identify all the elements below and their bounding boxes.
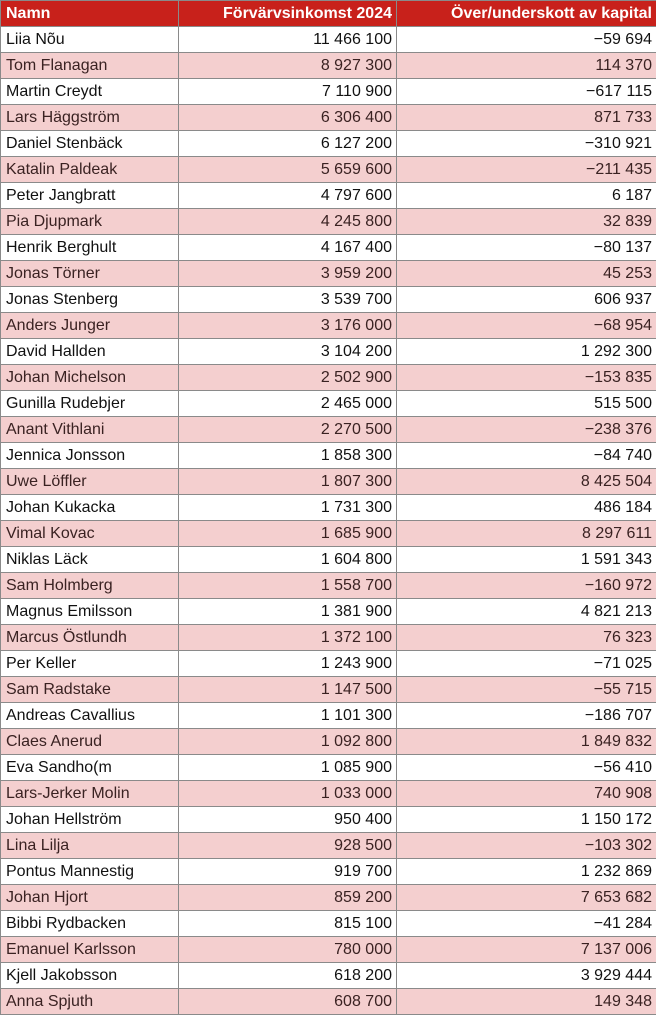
cell-name: Johan Hjort [1,885,179,911]
cell-name: Tom Flanagan [1,53,179,79]
cell-capital: 45 253 [397,261,656,287]
cell-income: 6 306 400 [179,105,397,131]
cell-name: Liia Nõu [1,27,179,53]
cell-income: 1 381 900 [179,599,397,625]
table-row [1,833,656,859]
table-row [1,365,656,391]
column-header-income: Förvärvsinkomst 2024 [179,1,397,27]
cell-capital: −80 137 [397,235,656,261]
cell-name: Vimal Kovac [1,521,179,547]
cell-name: Gunilla Rudebjer [1,391,179,417]
cell-capital: 32 839 [397,209,656,235]
cell-name: Anant Vithlani [1,417,179,443]
cell-name: Uwe Löffler [1,469,179,495]
cell-name: Martin Creydt [1,79,179,105]
table-row [1,443,656,469]
cell-name: Jonas Törner [1,261,179,287]
cell-capital: 871 733 [397,105,656,131]
table-row [1,417,656,443]
cell-capital: 1 150 172 [397,807,656,833]
cell-capital: 149 348 [397,989,656,1015]
table-row [1,937,656,963]
cell-capital: 1 232 869 [397,859,656,885]
cell-name: Eva Sandho(m [1,755,179,781]
cell-capital: 740 908 [397,781,656,807]
cell-capital: −238 376 [397,417,656,443]
table-row [1,521,656,547]
cell-income: 3 959 200 [179,261,397,287]
cell-income: 2 502 900 [179,365,397,391]
cell-capital: 1 292 300 [397,339,656,365]
cell-name: Magnus Emilsson [1,599,179,625]
cell-capital: 76 323 [397,625,656,651]
cell-name: Niklas Läck [1,547,179,573]
cell-name: Anna Spjuth [1,989,179,1015]
cell-income: 8 927 300 [179,53,397,79]
cell-capital: −71 025 [397,651,656,677]
cell-capital: 6 187 [397,183,656,209]
table-row [1,183,656,209]
cell-name: Sam Radstake [1,677,179,703]
cell-income: 1 372 100 [179,625,397,651]
cell-name: Claes Anerud [1,729,179,755]
cell-income: 4 245 800 [179,209,397,235]
cell-name: Andreas Cavallius [1,703,179,729]
table-row [1,651,656,677]
table-row [1,131,656,157]
cell-name: David Hallden [1,339,179,365]
cell-capital: −186 707 [397,703,656,729]
table-row [1,807,656,833]
cell-name: Per Keller [1,651,179,677]
cell-capital: 7 653 682 [397,885,656,911]
table-header [1,1,656,27]
cell-income: 618 200 [179,963,397,989]
cell-income: 1 101 300 [179,703,397,729]
table-row [1,729,656,755]
cell-name: Henrik Berghult [1,235,179,261]
cell-income: 2 465 000 [179,391,397,417]
cell-name: Katalin Paldeak [1,157,179,183]
cell-name: Daniel Stenbäck [1,131,179,157]
column-header-capital: Över/underskott av kapital [397,1,656,27]
table-row [1,157,656,183]
table-row [1,755,656,781]
table-row [1,339,656,365]
cell-income: 1 858 300 [179,443,397,469]
cell-income: 1 807 300 [179,469,397,495]
table-row [1,235,656,261]
cell-capital: −56 410 [397,755,656,781]
cell-capital: −153 835 [397,365,656,391]
table-body [1,27,656,1015]
cell-income: 3 539 700 [179,287,397,313]
cell-name: Lars Häggström [1,105,179,131]
cell-name: Jennica Jonsson [1,443,179,469]
cell-income: 3 176 000 [179,313,397,339]
header-row [1,1,656,27]
cell-capital: −84 740 [397,443,656,469]
cell-capital: 515 500 [397,391,656,417]
cell-name: Peter Jangbratt [1,183,179,209]
table-row [1,105,656,131]
cell-name: Pia Djupmark [1,209,179,235]
cell-capital: −68 954 [397,313,656,339]
cell-income: 608 700 [179,989,397,1015]
table-row [1,885,656,911]
table-row [1,677,656,703]
cell-income: 859 200 [179,885,397,911]
table-row [1,963,656,989]
table-row [1,989,656,1015]
cell-income: 919 700 [179,859,397,885]
cell-name: Kjell Jakobsson [1,963,179,989]
cell-income: 1 731 300 [179,495,397,521]
cell-income: 2 270 500 [179,417,397,443]
table-row [1,287,656,313]
cell-name: Jonas Stenberg [1,287,179,313]
cell-capital: 606 937 [397,287,656,313]
cell-name: Lina Lilja [1,833,179,859]
table-row [1,495,656,521]
cell-income: 4 167 400 [179,235,397,261]
cell-income: 1 147 500 [179,677,397,703]
table-row [1,313,656,339]
table-row [1,599,656,625]
cell-income: 1 685 900 [179,521,397,547]
cell-income: 780 000 [179,937,397,963]
table-row [1,391,656,417]
cell-income: 1 243 900 [179,651,397,677]
cell-income: 7 110 900 [179,79,397,105]
cell-income: 1 085 900 [179,755,397,781]
cell-income: 815 100 [179,911,397,937]
table-row [1,53,656,79]
cell-capital: 8 425 504 [397,469,656,495]
cell-income: 1 092 800 [179,729,397,755]
cell-name: Johan Kukacka [1,495,179,521]
table-row [1,547,656,573]
table-row [1,781,656,807]
column-header-name: Namn [1,1,179,27]
cell-name: Pontus Mannestig [1,859,179,885]
cell-capital: 8 297 611 [397,521,656,547]
cell-capital: 1 591 343 [397,547,656,573]
table-row [1,209,656,235]
cell-name: Sam Holmberg [1,573,179,599]
cell-income: 950 400 [179,807,397,833]
cell-capital: 7 137 006 [397,937,656,963]
cell-income: 1 558 700 [179,573,397,599]
cell-income: 5 659 600 [179,157,397,183]
cell-name: Anders Junger [1,313,179,339]
cell-income: 11 466 100 [179,27,397,53]
cell-capital: 114 370 [397,53,656,79]
cell-name: Lars-Jerker Molin [1,781,179,807]
cell-capital: 3 929 444 [397,963,656,989]
cell-income: 3 104 200 [179,339,397,365]
cell-capital: −617 115 [397,79,656,105]
cell-capital: −160 972 [397,573,656,599]
cell-capital: −55 715 [397,677,656,703]
table-row [1,573,656,599]
cell-capital: −103 302 [397,833,656,859]
cell-capital: 486 184 [397,495,656,521]
cell-income: 1 033 000 [179,781,397,807]
table-row [1,261,656,287]
cell-name: Marcus Östlundh [1,625,179,651]
table-row [1,911,656,937]
cell-income: 1 604 800 [179,547,397,573]
cell-capital: −41 284 [397,911,656,937]
cell-name: Bibbi Rydbacken [1,911,179,937]
table-row [1,469,656,495]
cell-name: Johan Hellström [1,807,179,833]
cell-capital: −310 921 [397,131,656,157]
cell-income: 928 500 [179,833,397,859]
table-row [1,625,656,651]
cell-capital: 4 821 213 [397,599,656,625]
cell-name: Emanuel Karlsson [1,937,179,963]
table-row [1,27,656,53]
table-row [1,79,656,105]
table-row [1,703,656,729]
cell-capital: −211 435 [397,157,656,183]
cell-capital: −59 694 [397,27,656,53]
cell-name: Johan Michelson [1,365,179,391]
cell-capital: 1 849 832 [397,729,656,755]
table-row [1,859,656,885]
cell-income: 6 127 200 [179,131,397,157]
cell-income: 4 797 600 [179,183,397,209]
